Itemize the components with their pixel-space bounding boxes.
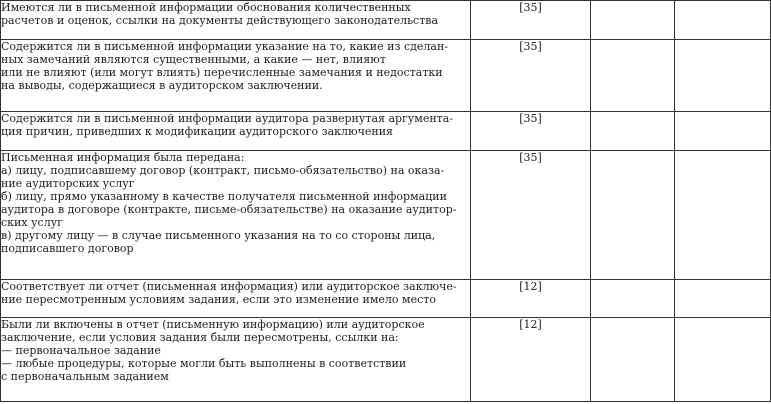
question-line: расчетов и оценок, ссылки на документы действующего законодательства — [1, 14, 439, 27]
question-line: Содержится ли в письменной информации указание на то, какие из сделан- — [1, 40, 449, 53]
question-line: аудитора в договоре (контракте, письме-обязательстве) на оказание аудитор- — [1, 203, 457, 216]
empty-cell — [591, 1, 675, 40]
table-row — [1, 318, 771, 402]
reference-cell: [35] — [471, 151, 591, 280]
question-line: или не влияют (или могут влиять) перечисленные замечания и недостатки — [1, 66, 443, 79]
question-cell — [1, 280, 471, 318]
question-line: ских услуг — [1, 216, 63, 229]
table-row — [1, 112, 771, 151]
reference-cell: [12] — [471, 318, 591, 402]
empty-cell — [591, 40, 675, 112]
question-cell — [1, 40, 471, 112]
question-line: в) другому лицу — в случае письменного указания на то со стороны лица, — [1, 229, 436, 242]
question-line: — любые процедуры, которые могли быть выполнены в соответствии — [1, 357, 407, 370]
empty-cell — [675, 151, 771, 280]
empty-cell — [675, 1, 771, 40]
question-cell — [1, 112, 471, 151]
question-line: подписавшего договор — [1, 242, 134, 255]
table-row — [1, 280, 771, 318]
empty-cell — [675, 40, 771, 112]
empty-cell — [675, 280, 771, 318]
question-line: Содержится ли в письменной информации аудитора развернутая аргумента- — [1, 112, 454, 125]
question-cell — [1, 1, 471, 40]
empty-cell — [591, 318, 675, 402]
empty-cell — [675, 318, 771, 402]
table-row — [1, 40, 771, 112]
table-row — [1, 151, 771, 280]
question-line: ция причин, приведших к модификации аудиторского заключения — [1, 125, 393, 138]
question-line: заключение, если условия задания были пересмотрены, ссылки на: — [1, 331, 399, 344]
question-line: с первоначальным заданием — [1, 370, 169, 383]
question-line: Имеются ли в письменной информации обоснования количественных — [1, 1, 411, 14]
empty-cell — [675, 112, 771, 151]
question-line: ние пересмотренным условиям задания, если это изменение имело место — [1, 293, 436, 306]
question-line: на выводы, содержащиеся в аудиторском заключении. — [1, 79, 323, 92]
question-line: а) лицу, подписавшему договор (контракт, письмо-обязательство) на оказа- — [1, 164, 445, 177]
question-cell — [1, 151, 471, 280]
question-line: Были ли включены в отчет (письменную информацию) или аудиторское — [1, 318, 425, 331]
question-cell — [1, 318, 471, 402]
question-line: б) лицу, прямо указанному в качестве получателя письменной информации — [1, 190, 447, 203]
reference-cell: [35] — [471, 112, 591, 151]
reference-cell: [12] — [471, 280, 591, 318]
empty-cell — [591, 280, 675, 318]
empty-cell — [591, 112, 675, 151]
empty-cell — [591, 151, 675, 280]
question-line: Соответствует ли отчет (письменная информация) или аудиторское заключе- — [1, 280, 457, 293]
reference-cell: [35] — [471, 40, 591, 112]
reference-cell: [35] — [471, 1, 591, 40]
question-line: Письменная информация была передана: — [1, 151, 245, 164]
question-line: — первоначальное задание — [1, 344, 161, 357]
table-row — [1, 1, 771, 40]
question-line: ние аудиторских услуг — [1, 177, 135, 190]
question-line: ных замечаний являются существенными, а какие — нет, влияют — [1, 53, 386, 66]
